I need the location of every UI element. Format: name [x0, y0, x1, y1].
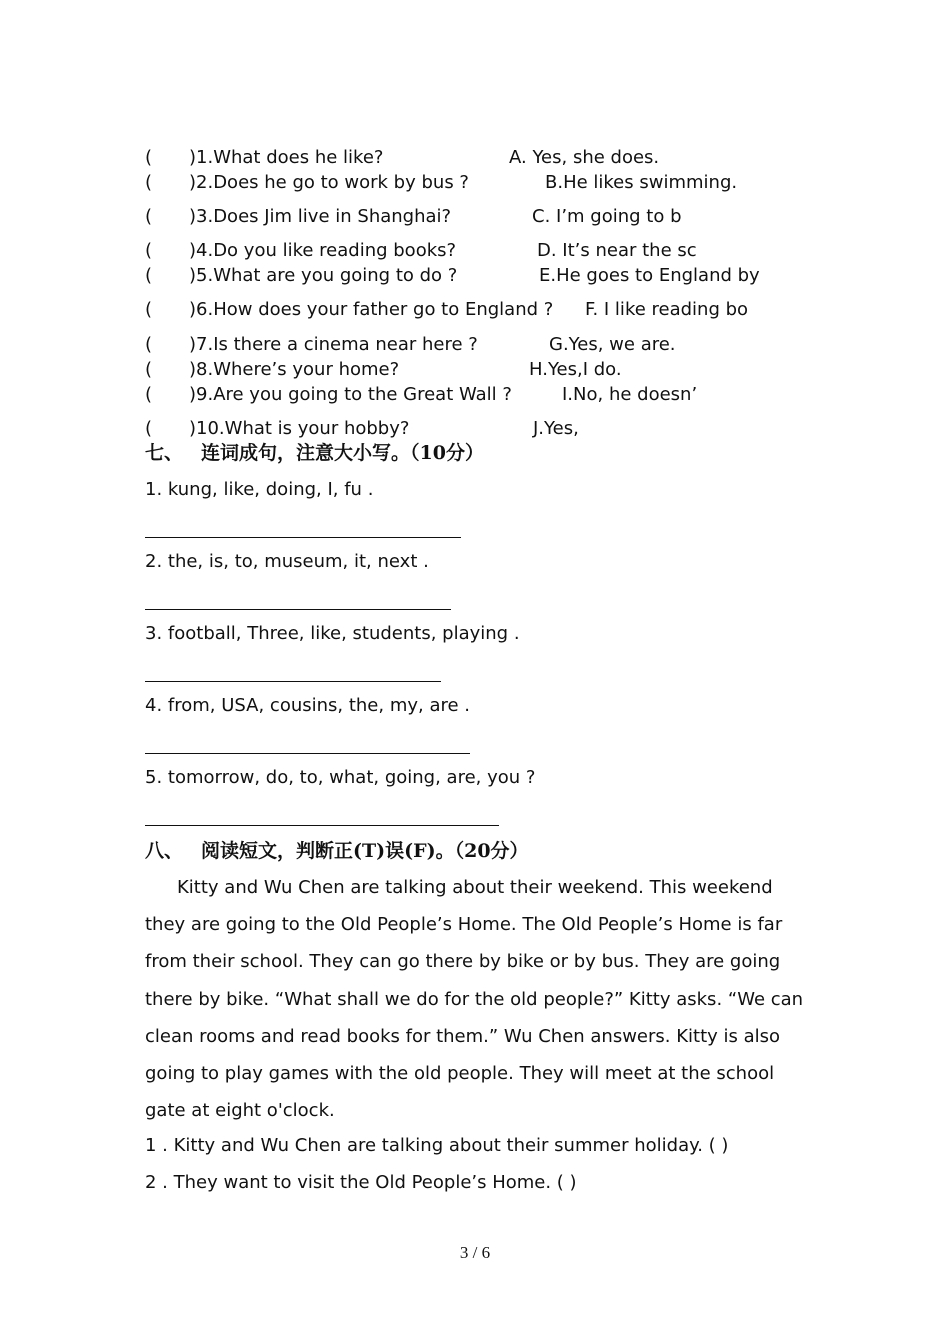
- question-text: )9.Are you going to the Great Wall ?: [189, 384, 512, 405]
- section-number: 七、: [145, 442, 184, 464]
- answer-paren: (: [145, 240, 153, 261]
- answer-option: G.Yes, we are.: [549, 334, 676, 355]
- scrambled-sentence: 3. football, Three, like, students, playing .: [145, 623, 520, 644]
- question-text: )3.Does Jim live in Shanghai?: [189, 206, 452, 227]
- answer-option: F. I like reading bo: [585, 299, 749, 320]
- question-text: )2.Does he go to work by bus ?: [189, 172, 469, 193]
- answer-option: A. Yes, she does.: [509, 147, 660, 168]
- scrambled-sentence: 2. the, is, to, museum, it, next .: [145, 551, 429, 572]
- reading-passage: [145, 869, 815, 1129]
- question-text: )10.What is your hobby?: [189, 418, 410, 439]
- answer-option: C. I’m going to b: [532, 206, 682, 227]
- passage-text: Kitty and Wu Chen are talking about their weekend. This weekend they are going to the Old People’s Home. The Old People’s Home is far from their school. They can go there by bike or by bus. They are going there by bike. “What shall we do for the old people?” Kitty asks. “We can clean rooms and read books for them.” Wu Chen answers. Kitty is also going to play games with the old people. They will meet at the school gate at eight o'clock.: [145, 877, 804, 1122]
- answer-option: E.He goes to England by: [539, 265, 760, 286]
- answer-paren: (: [145, 299, 153, 320]
- answer-paren: (: [145, 418, 153, 439]
- page-number: 3 / 6: [459, 1243, 491, 1262]
- answer-line[interactable]: [145, 681, 441, 682]
- answer-line[interactable]: [145, 609, 451, 610]
- answer-option: H.Yes,I do.: [529, 359, 622, 380]
- answer-paren: (: [145, 384, 153, 405]
- answer-line[interactable]: [145, 825, 499, 826]
- question-text: )4.Do you like reading books?: [189, 240, 457, 261]
- question-text: )7.Is there a cinema near here ?: [189, 334, 478, 355]
- section-title: 连词成句，注意大小写。（10分）: [201, 442, 484, 464]
- answer-line[interactable]: [145, 753, 470, 754]
- section-number: 八、: [145, 840, 184, 862]
- question-text: )8.Where’s your home?: [189, 359, 400, 380]
- question-text: )1.What does he like?: [189, 147, 384, 168]
- section-title: 阅读短文，判断正(T)误(F)。（20分）: [201, 840, 529, 862]
- scrambled-sentence: 5. tomorrow, do, to, what, going, are, you ?: [145, 767, 536, 788]
- answer-option: B.He likes swimming.: [545, 172, 738, 193]
- answer-paren: (: [145, 206, 153, 227]
- answer-paren: (: [145, 334, 153, 355]
- scrambled-sentence: 4. from, USA, cousins, the, my, are .: [145, 695, 471, 716]
- true-false-statement: 2 . They want to visit the Old People’s Home. ( ): [145, 1172, 577, 1193]
- answer-paren: (: [145, 265, 153, 286]
- answer-paren: (: [145, 359, 153, 380]
- section-8-heading: [145, 839, 529, 863]
- answer-option: I.No, he doesn’: [562, 384, 698, 405]
- answer-paren: (: [145, 172, 153, 193]
- question-text: )6.How does your father go to England ?: [189, 299, 554, 320]
- question-text: )5.What are you going to do ?: [189, 265, 458, 286]
- answer-option: J.Yes,: [533, 418, 579, 439]
- answer-paren: (: [145, 147, 153, 168]
- scrambled-sentence: 1. kung, like, doing, I, fu .: [145, 479, 374, 500]
- answer-line[interactable]: [145, 537, 461, 538]
- answer-option: D. It’s near the sc: [537, 240, 697, 261]
- section-7-heading: [145, 441, 484, 465]
- true-false-statement: 1 . Kitty and Wu Chen are talking about their summer holiday. ( ): [145, 1135, 729, 1156]
